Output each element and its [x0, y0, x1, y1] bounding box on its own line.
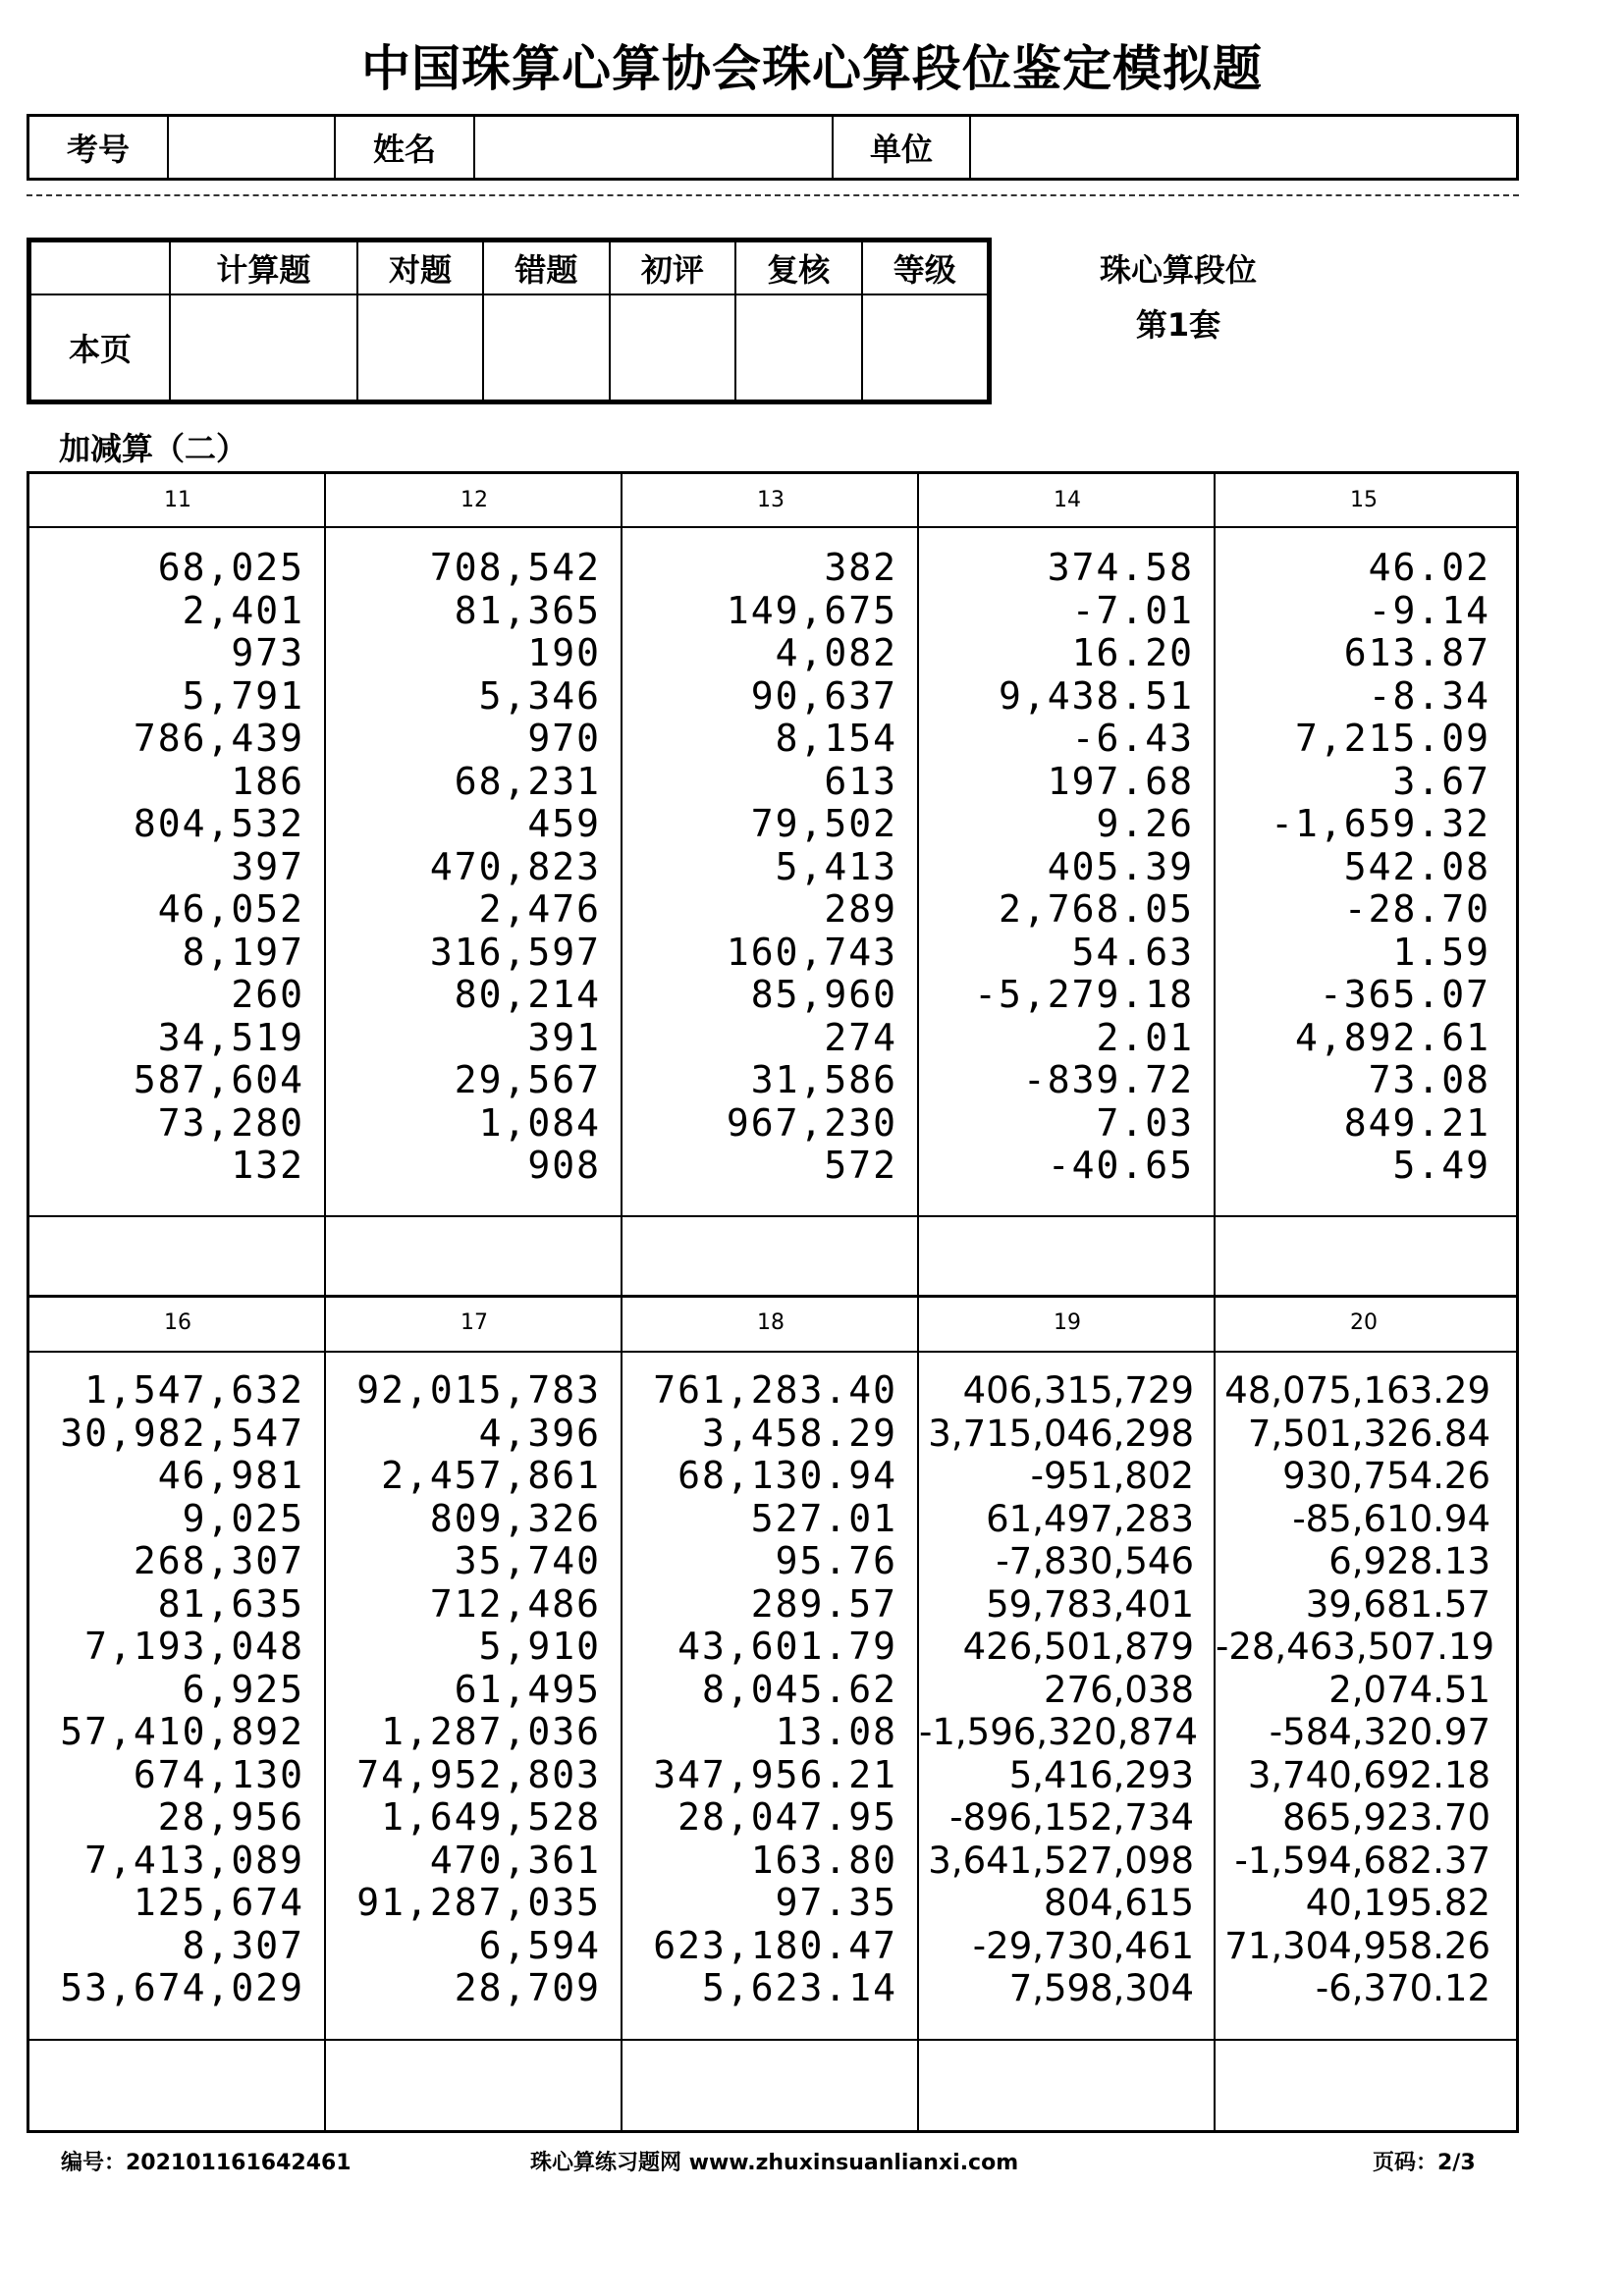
question-number: 19	[1054, 1310, 1081, 1335]
value-line: 3,641,527,098	[928, 1839, 1194, 1882]
value-line: 81,365	[454, 588, 601, 632]
value-line: 426,501,879	[962, 1626, 1194, 1668]
page-title: 中国珠算心算协会珠心算段位鉴定模拟题	[361, 40, 1263, 97]
footer-code: 编号：20210116164​2461	[61, 2151, 352, 2175]
value-line: 316,597	[429, 930, 601, 974]
row-label-this-page: 本页	[30, 294, 170, 400]
value-line: 28,047.95	[677, 1795, 897, 1839]
answer-cell[interactable]	[1216, 2041, 1516, 2129]
value-line: 613	[824, 759, 897, 803]
value-line: 197.68	[1047, 759, 1194, 803]
value-line: 391	[527, 1015, 601, 1059]
question-number: 13	[757, 488, 785, 512]
value-line: 8,307	[182, 1923, 304, 1967]
value-line: 1,287,036	[381, 1710, 601, 1753]
value-line: -7.01	[1071, 588, 1194, 632]
value-line: 132	[231, 1144, 304, 1187]
value-line: -951,802	[1030, 1455, 1194, 1497]
answer-cell[interactable]	[326, 2041, 621, 2129]
value-line: 92,015,783	[356, 1368, 601, 1412]
question-values	[623, 1369, 919, 2010]
value-line: 405.39	[1047, 844, 1194, 888]
value-line: 13.08	[775, 1710, 897, 1753]
score-cell-initial-review[interactable]	[610, 294, 735, 400]
exam-no-label: 考号	[29, 117, 169, 178]
score-cell-calc[interactable]	[170, 294, 357, 400]
value-line: 809,326	[429, 1496, 601, 1540]
value-line: 16.20	[1071, 631, 1194, 674]
value-line: 71,304,958.26	[1224, 1924, 1490, 1967]
value-line: 125,674	[133, 1881, 304, 1924]
value-line: 674,130	[133, 1752, 304, 1796]
value-line: 276,038	[1043, 1668, 1194, 1711]
value-line: 68,231	[454, 759, 601, 803]
value-line: 6,928.13	[1328, 1540, 1490, 1582]
question-values	[919, 1369, 1216, 2010]
value-line: -85,610.94	[1292, 1497, 1490, 1540]
score-table	[27, 238, 992, 404]
answer-cell[interactable]	[1216, 1217, 1516, 1294]
value-line: 2.01	[1096, 1015, 1194, 1059]
value-line: 31,586	[750, 1058, 897, 1101]
value-line: 5,413	[775, 844, 897, 888]
unit-field[interactable]	[971, 117, 1516, 178]
value-line: -7,830,546	[996, 1540, 1194, 1582]
value-line: 28,709	[454, 1966, 601, 2009]
value-line: 7,413,089	[84, 1838, 304, 1882]
value-line: -8.34	[1368, 673, 1490, 718]
value-line: 527.01	[750, 1496, 897, 1540]
question-number: 20	[1350, 1310, 1378, 1335]
value-line: 761,283.40	[653, 1368, 897, 1412]
value-line: 470,361	[429, 1838, 601, 1882]
value-line: 8,197	[182, 930, 304, 974]
value-line: 95.76	[775, 1539, 897, 1582]
value-line: 3,740,692.18	[1247, 1753, 1490, 1796]
value-line: 59,783,401	[986, 1582, 1194, 1626]
value-line: 149,675	[726, 588, 897, 632]
value-line: 7.03	[1096, 1100, 1194, 1145]
value-line: 2,768.05	[998, 887, 1194, 931]
value-line: 85,960	[750, 973, 897, 1016]
answer-cell[interactable]	[919, 1217, 1214, 1294]
value-line: 347,956.21	[653, 1752, 897, 1796]
set-label: 第1套	[1135, 306, 1221, 344]
value-line: 3,458.29	[701, 1411, 897, 1455]
value-line: 382	[824, 546, 897, 589]
value-line: 80,214	[454, 973, 601, 1016]
value-line: 7,215.09	[1294, 717, 1490, 760]
examinee-info-table	[27, 114, 1519, 181]
value-line: 160,743	[726, 930, 897, 974]
answer-cell[interactable]	[29, 1217, 324, 1294]
value-line: 804,615	[1043, 1882, 1194, 1924]
value-line: 289	[824, 887, 897, 931]
value-line: 970	[527, 717, 601, 760]
value-line: 57,410,892	[60, 1710, 304, 1753]
value-line: 5,346	[478, 673, 601, 718]
value-line: 40,195.82	[1305, 1882, 1490, 1924]
value-line: 2,476	[478, 887, 601, 931]
value-line: 4,892.61	[1294, 1015, 1490, 1059]
value-line: 587,604	[133, 1058, 304, 1101]
value-line: 29,567	[454, 1058, 601, 1101]
value-line: 930,754.26	[1282, 1455, 1490, 1497]
value-line: 908	[527, 1144, 601, 1187]
value-line: 289.57	[750, 1581, 897, 1626]
value-line: 46,981	[157, 1454, 304, 1497]
value-line: 7,598,304	[1008, 1967, 1194, 2009]
value-line: 9,025	[182, 1496, 304, 1540]
value-line: 5.49	[1392, 1144, 1490, 1187]
value-line: -9.14	[1368, 588, 1490, 632]
value-line: 46,052	[157, 887, 304, 931]
answer-cell[interactable]	[29, 2041, 324, 2129]
value-line: 260	[231, 973, 304, 1016]
question-values	[1216, 547, 1512, 1188]
value-line: 6,594	[478, 1923, 601, 1967]
value-line: -1,596,320,874	[919, 1711, 1199, 1753]
value-line: 1.59	[1392, 930, 1490, 974]
value-line: -584,320.97	[1269, 1711, 1490, 1753]
value-line: 61,495	[454, 1667, 601, 1711]
value-line: 374.58	[1047, 546, 1194, 589]
value-line: 623,180.47	[653, 1923, 897, 1967]
value-line: 9,438.51	[998, 673, 1194, 718]
value-line: 6,925	[182, 1667, 304, 1711]
value-line: -1,659.32	[1271, 802, 1490, 845]
value-line: -896,152,734	[949, 1796, 1194, 1839]
value-line: 7,501,326.84	[1247, 1412, 1490, 1455]
question-number: 14	[1054, 488, 1081, 512]
value-line: 73,280	[157, 1100, 304, 1145]
value-line: 35,740	[454, 1539, 601, 1582]
header-grade: 等级	[862, 241, 988, 294]
value-line: -40.65	[1047, 1144, 1194, 1187]
value-line: 5,910	[478, 1625, 601, 1668]
value-line: -5,279.18	[974, 973, 1194, 1016]
value-line: -6,370.12	[1315, 1967, 1490, 2009]
value-line: 68,025	[157, 546, 304, 589]
value-line: 9.26	[1096, 802, 1194, 845]
answer-cell[interactable]	[919, 2041, 1214, 2129]
value-line: 7,193,048	[84, 1625, 304, 1668]
value-line: 90,637	[750, 673, 897, 718]
value-line: 4,082	[775, 631, 897, 674]
value-line: 5,791	[182, 673, 304, 718]
header-calc: 计算题	[170, 241, 357, 294]
value-line: 1,649,528	[381, 1795, 601, 1839]
section-title: 加减算（二）	[59, 430, 248, 467]
header-correct: 对题	[357, 241, 483, 294]
name-label: 姓名	[336, 117, 475, 178]
question-number: 16	[164, 1310, 191, 1335]
value-line: 2,401	[182, 588, 304, 632]
question-values	[1216, 1369, 1512, 2010]
value-line: 274	[824, 1015, 897, 1059]
value-line: 5,623.14	[701, 1966, 897, 2009]
value-line: 542.08	[1343, 844, 1490, 888]
question-values	[326, 1369, 623, 2010]
unit-label: 单位	[834, 117, 971, 178]
value-line: 53,674,029	[60, 1966, 304, 2009]
value-line: -28,463,507.19	[1216, 1626, 1495, 1668]
value-line: 8,154	[775, 717, 897, 760]
value-line: 186	[231, 759, 304, 803]
question-number: 11	[164, 488, 191, 512]
question-values	[919, 547, 1216, 1188]
value-line: -29,730,461	[972, 1924, 1194, 1967]
value-line: -839.72	[1022, 1058, 1194, 1101]
question-number: 15	[1350, 488, 1378, 512]
value-line: 46.02	[1368, 546, 1490, 589]
question-number: 17	[460, 1310, 488, 1335]
value-line: 190	[527, 631, 601, 674]
answer-cell[interactable]	[326, 1217, 621, 1294]
value-line: 91,287,035	[356, 1881, 601, 1924]
question-values	[29, 1369, 326, 2010]
value-line: 97.35	[775, 1881, 897, 1924]
answer-cell[interactable]	[623, 2041, 917, 2129]
value-line: -1,594,682.37	[1234, 1839, 1490, 1882]
value-line: 61,497,283	[986, 1497, 1194, 1540]
question-values	[29, 547, 326, 1188]
value-line: -6.43	[1071, 717, 1194, 760]
footer-page: 页码：2/3	[1373, 2151, 1476, 2175]
value-line: -28.70	[1343, 887, 1490, 931]
value-line: 43,601.79	[677, 1625, 897, 1668]
value-line: 3,715,046,298	[928, 1412, 1194, 1455]
question-grid	[27, 471, 1519, 2133]
value-line: 30,982,547	[60, 1411, 304, 1455]
value-line: 54.63	[1071, 930, 1194, 974]
value-line: 865,923.70	[1282, 1796, 1490, 1839]
value-line: 4,396	[478, 1411, 601, 1455]
value-line: 1,084	[478, 1100, 601, 1145]
value-line: 28,956	[157, 1795, 304, 1839]
value-line: 3.67	[1392, 759, 1490, 803]
answer-cell[interactable]	[623, 1217, 917, 1294]
value-line: 8,045.62	[701, 1667, 897, 1711]
exam-no-field[interactable]	[169, 117, 336, 178]
value-line: 786,439	[133, 717, 304, 760]
value-line: 849.21	[1343, 1100, 1490, 1145]
value-line: 1,547,632	[84, 1368, 304, 1412]
value-line: 973	[231, 631, 304, 674]
value-line: 68,130.94	[677, 1454, 897, 1497]
score-cell-recheck[interactable]	[735, 294, 861, 400]
value-line: 74,952,803	[356, 1752, 601, 1796]
value-line: 470,823	[429, 844, 601, 888]
value-line: -365.07	[1319, 973, 1490, 1016]
footer-site: 珠心算练习题网 www.zhuxinsuanlianxi.com	[530, 2151, 1019, 2175]
score-cell-wrong[interactable]	[483, 294, 609, 400]
level-label: 珠心算段位	[1099, 251, 1257, 289]
value-line: 81,635	[157, 1581, 304, 1626]
score-cell-correct[interactable]	[357, 294, 483, 400]
question-values	[623, 547, 919, 1188]
header-initial-review: 初评	[610, 241, 735, 294]
value-line: 268,307	[133, 1539, 304, 1582]
value-line: 34,519	[157, 1015, 304, 1059]
value-line: 397	[231, 844, 304, 888]
value-line: 2,074.51	[1328, 1668, 1490, 1711]
value-line: 712,486	[429, 1581, 601, 1626]
value-line: 708,542	[429, 546, 601, 589]
header-recheck: 复核	[735, 241, 861, 294]
value-line: 5,416,293	[1008, 1753, 1194, 1796]
name-field[interactable]	[475, 117, 834, 178]
value-line: 79,502	[750, 802, 897, 845]
score-cell-grade[interactable]	[862, 294, 988, 400]
score-table-corner	[30, 241, 170, 294]
value-line: 967,230	[726, 1100, 897, 1145]
cut-line-divider	[27, 194, 1519, 196]
value-line: 39,681.57	[1305, 1582, 1490, 1626]
value-line: 2,457,861	[381, 1454, 601, 1497]
question-number: 12	[460, 488, 488, 512]
value-line: 48,075,163.29	[1224, 1369, 1490, 1412]
value-line: 613.87	[1343, 631, 1490, 674]
value-line: 163.80	[750, 1838, 897, 1882]
header-wrong: 错题	[483, 241, 609, 294]
value-line: 73.08	[1368, 1058, 1490, 1101]
value-line: 572	[824, 1144, 897, 1187]
value-line: 804,532	[133, 802, 304, 845]
question-values	[326, 547, 623, 1188]
question-number: 18	[757, 1310, 785, 1335]
value-line: 406,315,729	[962, 1369, 1194, 1412]
value-line: 459	[527, 802, 601, 845]
